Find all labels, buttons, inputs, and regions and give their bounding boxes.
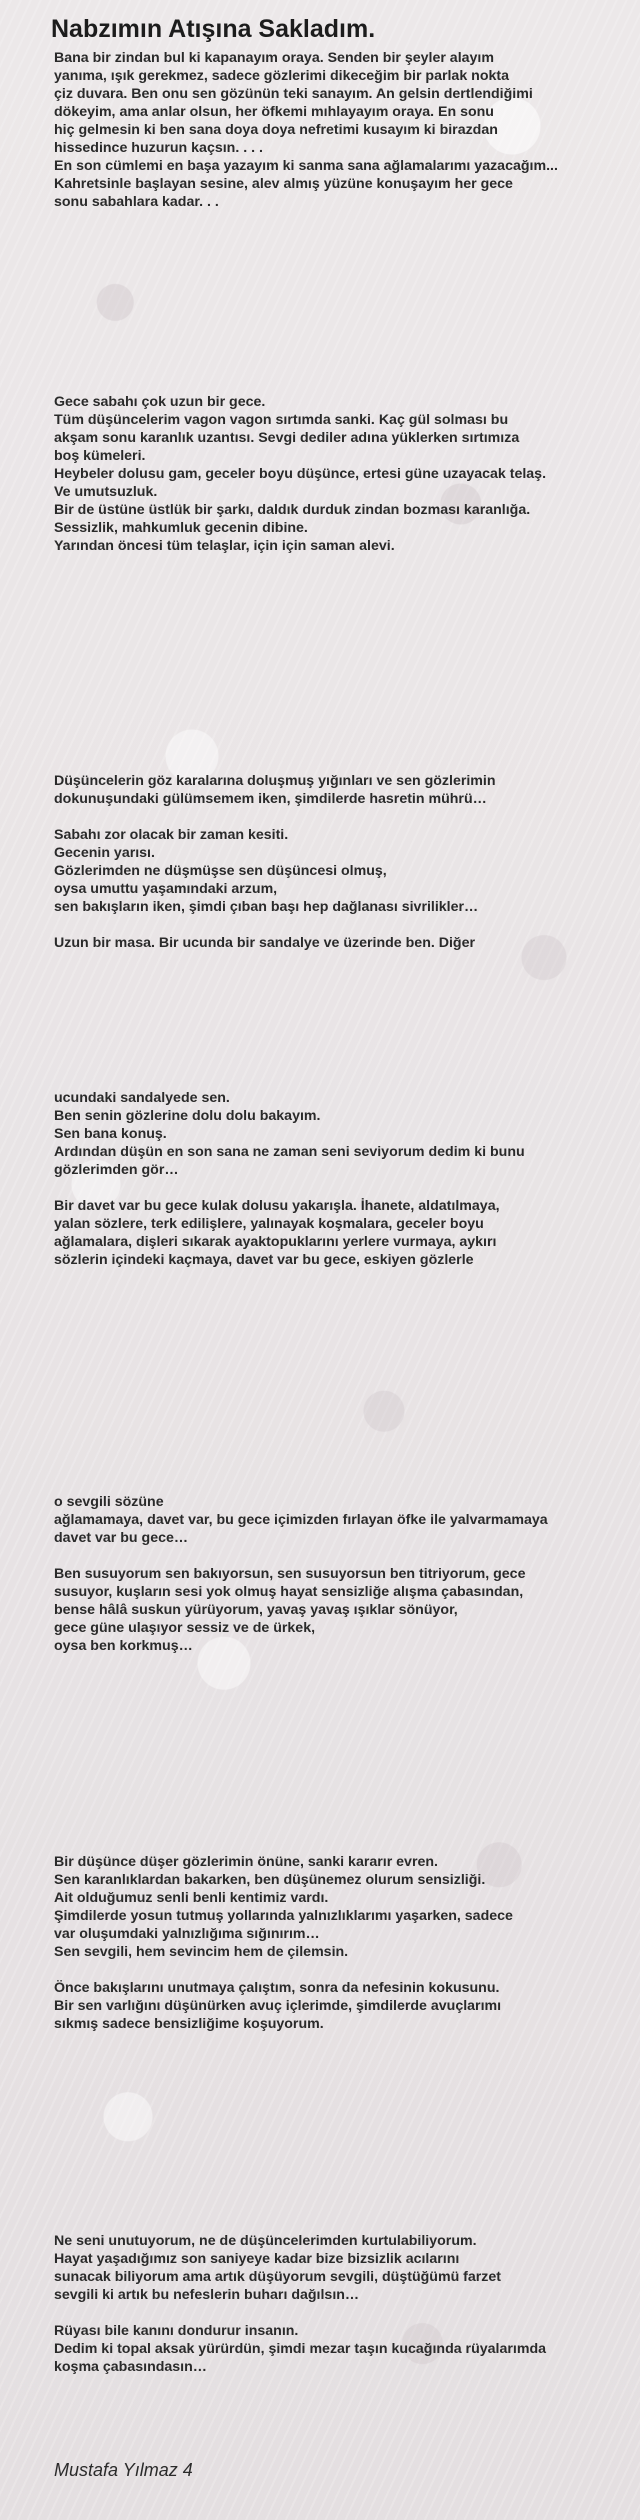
stanza-4: ucundaki sandalyede sen. Ben senin gözlerine dolu dolu bakayım. Sen bana konuş. Ardından düşün en son sana ne zaman seni seviyorum dedim ki bunu gözlerimden gör… Bir davet var bu gece kulak dolusu yakarışla. İhanete, aldatılmaya, yalan sözlere, terk edilişlere, yalınayak koşmalara, geceler boyu ağlamalara, dişleri sıkarak ayaktopuklarını yerlere vurmaya, aykırı sözlerin içindeki kaçmaya, davet var bu gece, eskiyen gözlerle bbox=[54, 1090, 525, 1268]
stanza-6: Bir düşünce düşer gözlerimin önüne, sanki kararır evren. Sen karanlıklardan bakarken, ben düşünemez olurum sensizliği. Ait olduğumuz senli benli kentimiz vardı. Şimdilerde yosun tutmuş yollarında yalnızlıklarımı yaşarken, sadece var oluşumdaki yalnızlığıma sığınırım… Sen sevgili, hem sevincim hem de çilemsin. Önce bakışlarını unutmaya çalıştım, sonra da nefesinin kokusunu. Bir sen varlığını düşünürken avuç içlerimde, şimdilerde avuçlarımı sıkmış sadece bensizliğime koşuyorum. bbox=[54, 1854, 513, 2032]
stanza-1: Bana bir zindan bul ki kapanayım oraya. Senden bir şeyler alayım yanıma, ışık gerekmez, sadece gözlerimi dikeceğim bir parlak nokta çiz duvara. Ben onu sen gözünün teki sanayım. An gelsin dertlendiğimi dökeyim, ama anlar olsun, her öfkemi mıhlayayım oraya. En sonu hiç gelmesin ki ben sana doya doya nefretimi kusayım ki birazdan hissedince huzurun kaçsın. . . . En son cümlemi en başa yazayım ki sanma sana ağlamalarımı yazacağım... Kahretsinle başlayan sesine, alev almış yüzüne konuşayım her gece sonu sabahlara kadar. . . bbox=[54, 50, 558, 210]
stanza-5: o sevgili sözüne ağlamamaya, davet var, bu gece içimizden fırlayan öfke ile yalvarmamaya davet var bu gece… Ben susuyorum sen bakıyorsun, sen susuyorsun ben titriyorum, gece susuyor, kuşların sesi yok olmuş hayat sensizliğe alışma çabasından, bense hâlâ suskun yürüyorum, yavaş yavaş ışıklar sönüyor, gece güne ulaşıyor sessiz ve de ürkek, oysa ben korkmuş… bbox=[54, 1494, 548, 1654]
stanza-2: Gece sabahı çok uzun bir gece. Tüm düşüncelerim vagon vagon sırtımda sanki. Kaç gül solması bu akşam sonu karanlık uzantısı. Sevgi dediler adına yüklerken sırtımıza boş kümeleri. Heybeler dolusu gam, geceler boyu düşünce, ertesi güne uzayacak telaş. Ve umutsuzluk. Bir de üstüne üstlük bir şarkı, daldık durduk zindan bozması karanlığa. Sessizlik, mahkumluk gecenin dibine. Yarından öncesi tüm telaşlar, için için saman alevi. bbox=[54, 394, 547, 554]
poem-title: Nabzımın Atışına Sakladım. bbox=[51, 15, 376, 43]
stanza-7: Ne seni unutuyorum, ne de düşüncelerimden kurtulabiliyorum. Hayat yaşadığımız son saniyeye kadar bize bizsizlik acılarını sunacak biliyorum ama artık düşüyorum sevgili, düştüğümü farzet sevgili ki artık bu nefeslerin buharı dağılsın… Rüyası bile kanını dondurur insanın. Dedim ki topal aksak yürürdün, şimdi mezar taşın kucağında rüyalarımda koşma çabasındasın… bbox=[54, 2233, 546, 2375]
stanza-3: Düşüncelerin göz karalarına doluşmuş yığınları ve sen gözlerimin dokunuşundaki gülümsemem iken, şimdilerde hasretin mührü… Sabahı zor olacak bir zaman kesiti. Gecenin yarısı. Gözlerimden ne düşmüşse sen düşüncesi olmuş, oysa umuttu yaşamındaki arzum, sen bakışların iken, şimdi çıban başı hep dağlanası sivrilikler… Uzun bir masa. Bir ucunda bir sandalye ve üzerinde ben. Diğer bbox=[54, 773, 496, 951]
author-signature: Mustafa Yılmaz 4 bbox=[54, 2460, 193, 2480]
